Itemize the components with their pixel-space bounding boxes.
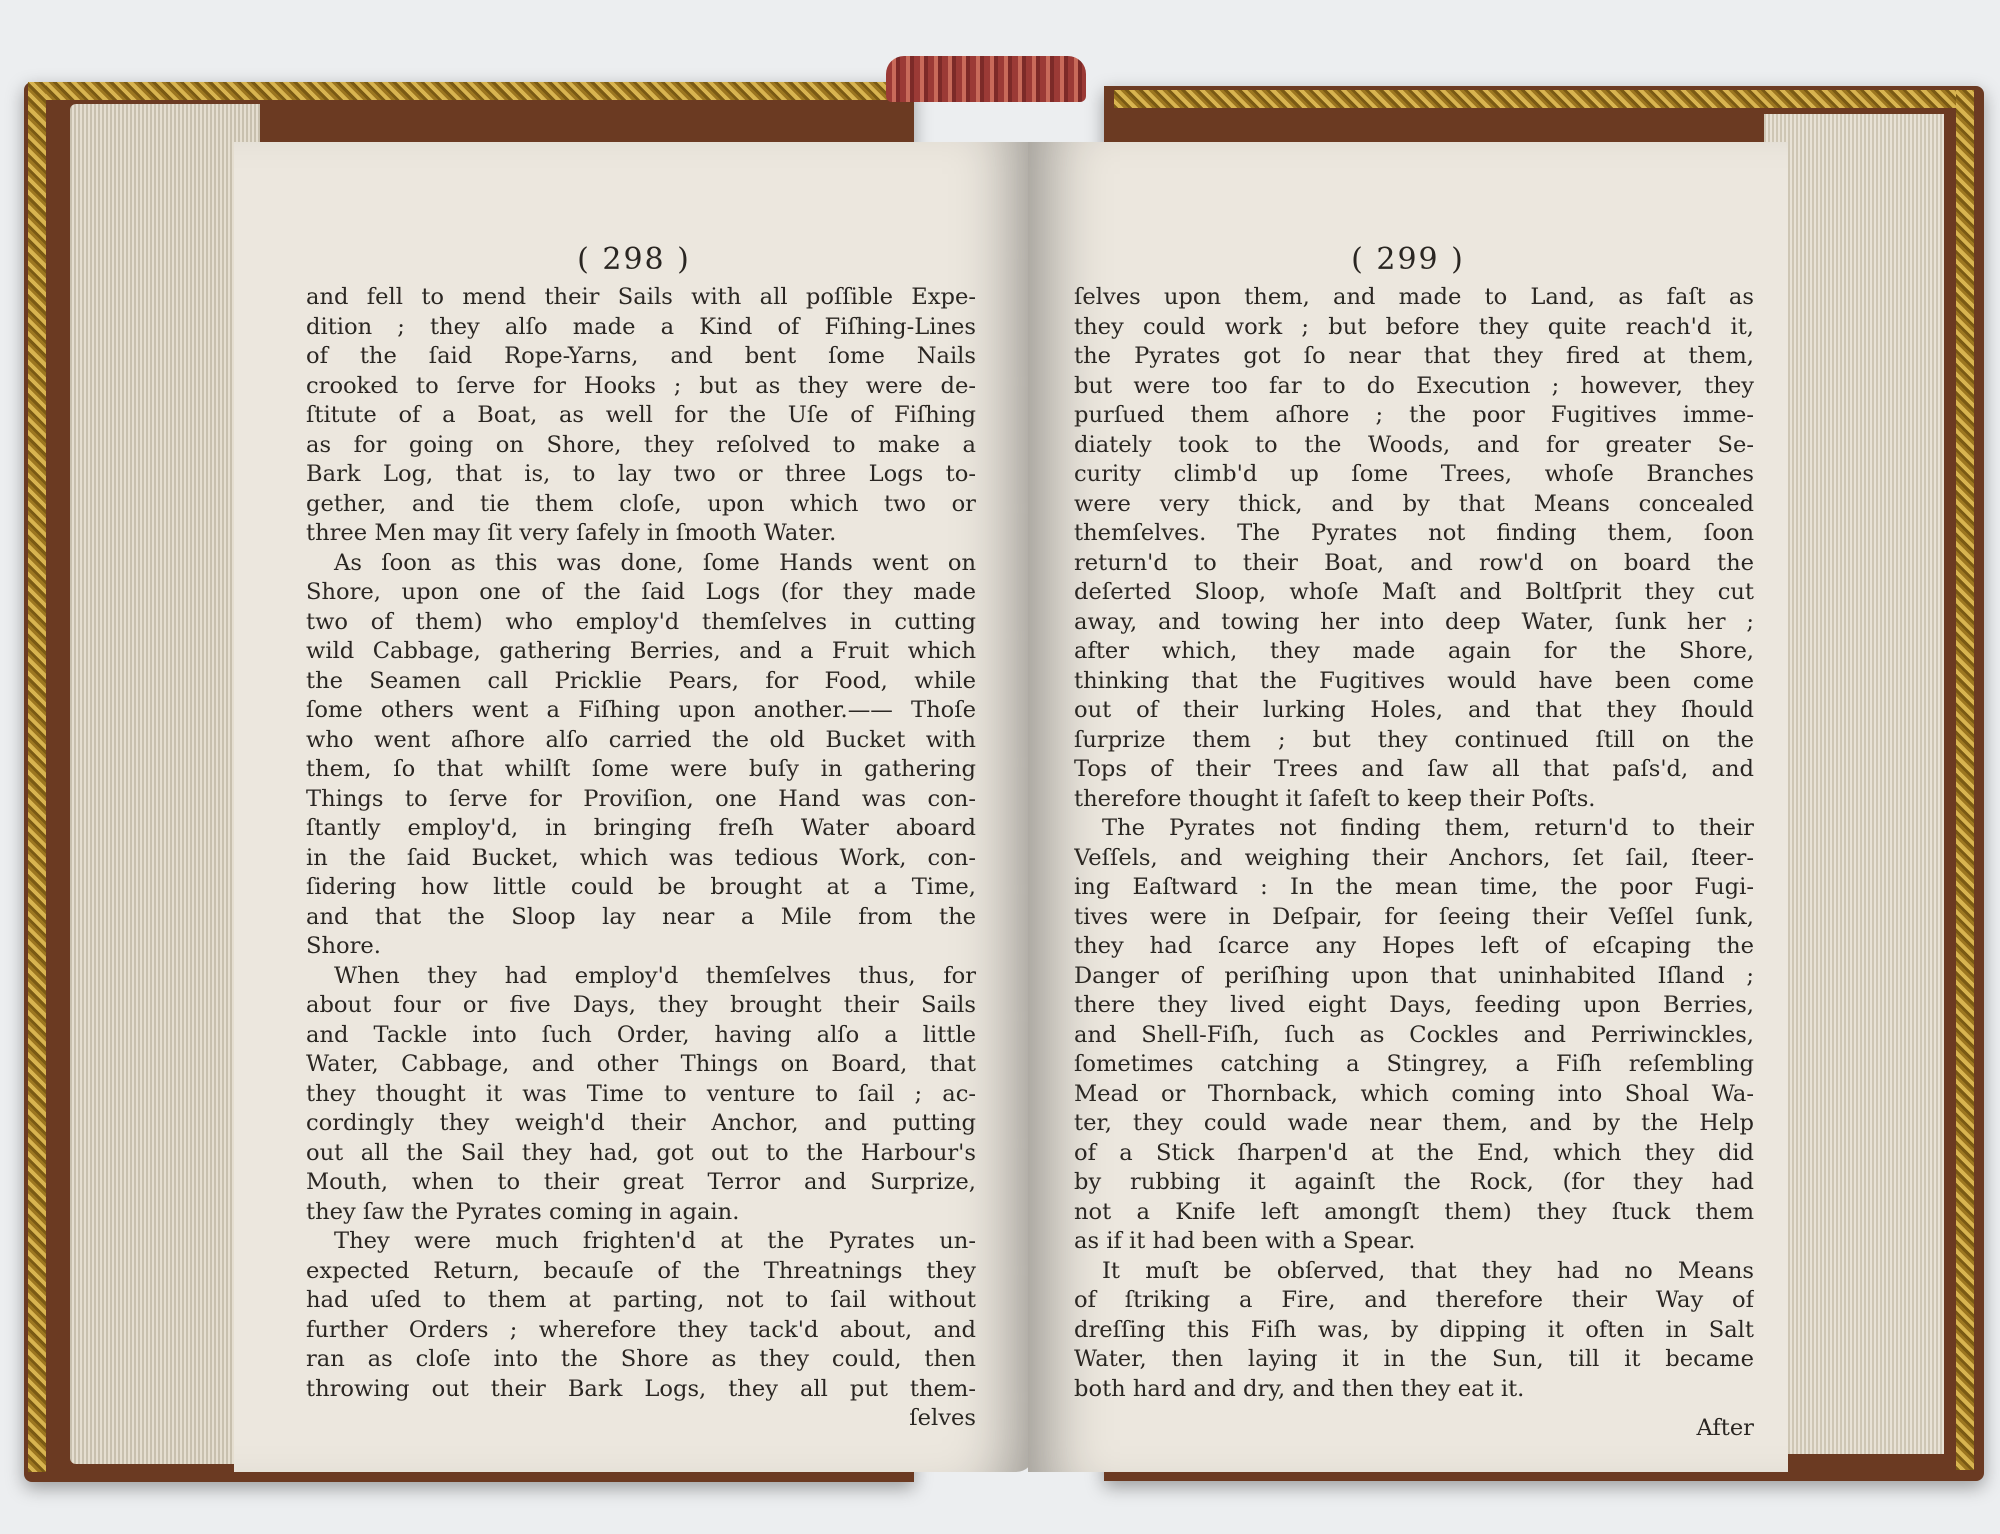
text-line: tives were in Deſpair, for ſeeing their Veſſel ſunk,	[1074, 903, 1754, 930]
text-line: Shore, upon one of the ſaid Logs (for they made	[306, 579, 976, 605]
text-line: Mead or Thornback, which coming into Shoal Wa-	[1074, 1080, 1754, 1107]
text-line: ſtantly employ'd, in bringing freſh Water aboard	[306, 815, 976, 841]
text-line: expected Return, becauſe of the Threatnings they	[306, 1257, 976, 1284]
catchword-left: ſelves	[909, 1405, 976, 1431]
gilt-border-top-right	[1114, 90, 1974, 108]
text-line: and Tackle into ſuch Order, having alſo a little	[306, 1021, 976, 1048]
text-line: ſelves upon them, and made to Land, as faſt as	[1074, 284, 1754, 310]
text-line: after which, they made again for the Shore,	[1074, 638, 1754, 664]
text-line: Water, Cabbage, and other Things on Board, that	[306, 1051, 976, 1077]
right-page-text	[1028, 283, 1788, 1404]
left-page-edges	[70, 104, 260, 1464]
text-line: Things to ſerve for Proviſion, one Hand was con-	[306, 785, 976, 812]
text-line: the Pyrates got ſo near that they fired at them,	[1074, 343, 1754, 369]
text-line: Bark Log, that is, to lay two or three Logs to-	[306, 461, 976, 487]
text-line: further Orders ; wherefore they tack'd about, and	[306, 1316, 976, 1343]
text-line: two of them) who employ'd themſelves in cutting	[306, 608, 976, 635]
text-line: thinking that the Fugitives would have been come	[1074, 667, 1754, 694]
text-line: ſome others went a Fiſhing upon another.—— Thoſe	[306, 697, 976, 723]
text-line: dition ; they alſo made a Kind of Fiſhing-Lines	[306, 313, 976, 340]
text-line: Danger of periſhing upon that uninhabited Iſland ;	[1074, 962, 1754, 989]
text-line: gether, and tie them cloſe, upon which two or	[306, 490, 976, 517]
page-number-right: ( 299 )	[1351, 242, 1465, 277]
text-line: who went aſhore alſo carried the old Bucket with	[306, 726, 976, 753]
text-line: they ſaw the Pyrates coming in again.	[306, 1198, 740, 1225]
text-line: Shore.	[306, 933, 381, 959]
text-line: three Men may ſit very ſafely in ſmooth Water.	[306, 520, 837, 546]
text-line: of a Stick ſharpen'd at the End, which they did	[1074, 1139, 1754, 1166]
text-line: dreſſing this Fiſh was, by dipping it often in Salt	[1074, 1316, 1754, 1343]
text-line: both hard and dry, and then they eat it.	[1074, 1375, 1525, 1402]
text-line: cordingly they weigh'd their Anchor, and putting	[306, 1110, 976, 1136]
text-line: away, and towing her into deep Water, ſunk her ;	[1074, 608, 1754, 635]
text-line: there they lived eight Days, feeding upon Berries,	[1074, 992, 1754, 1018]
gilt-border-left	[28, 82, 46, 1472]
text-line: and that the Sloop lay near a Mile from the	[306, 903, 976, 930]
text-line: as if it had been with a Spear.	[1074, 1228, 1416, 1254]
text-line: out all the Sail they had, got out to the Harbour's	[306, 1139, 976, 1166]
text-line: but were too far to do Execution ; however, they	[1074, 372, 1754, 399]
text-line: they thought it was Time to venture to ſail ; ac-	[306, 1080, 976, 1107]
text-line: crooked to ſerve for Hooks ; but as they were de-	[306, 372, 976, 399]
catchword-right: After	[1696, 1415, 1754, 1441]
text-line: diately took to the Woods, and for greater Se-	[1074, 431, 1754, 458]
open-book	[24, 56, 1948, 1486]
text-line: of ſtriking a Fire, and therefore their Way of	[1074, 1287, 1754, 1313]
text-line: of the ſaid Rope-Yarns, and bent ſome Nails	[306, 343, 976, 369]
text-line: purſued them aſhore ; the poor Fugitives imme-	[1074, 402, 1754, 428]
text-line: return'd to their Boat, and row'd on board the	[1074, 549, 1754, 576]
text-line: They were much frighten'd at the Pyrates un-	[334, 1228, 976, 1254]
text-line: them, ſo that whilſt ſome were buſy in gathering	[306, 756, 976, 782]
text-line: by rubbing it againſt the Rock, (for they had	[1074, 1169, 1754, 1195]
text-line: Tops of their Trees and ſaw all that paſs'd, and	[1074, 756, 1754, 782]
page-number-left: ( 298 )	[577, 242, 691, 277]
text-line: ing Eaſtward : In the mean time, the poor Fugi-	[1074, 874, 1754, 900]
text-line: Mouth, when to their great Terror and Surprize,	[306, 1169, 976, 1195]
right-page-edges	[1764, 114, 1944, 1454]
text-line: not a Knife left amongſt them) they ſtuck them	[1074, 1198, 1754, 1225]
text-line: throwing out their Bark Logs, they all put them-	[306, 1375, 976, 1402]
text-line: ſtitute of a Boat, as well for the Uſe of Fiſhing	[306, 402, 976, 428]
text-line: curity climb'd up ſome Trees, whoſe Branches	[1074, 461, 1754, 487]
text-line: out of their lurking Holes, and that they ſhould	[1074, 697, 1754, 723]
text-line: ſurprize them ; but they continued ſtill on the	[1074, 726, 1754, 753]
headband	[886, 56, 1086, 102]
text-line: themſelves. The Pyrates not finding them, ſoon	[1074, 520, 1754, 546]
text-line: had uſed to them at parting, not to ſail without	[306, 1287, 976, 1313]
text-line: Veſſels, and weighing their Anchors, ſet ſail, ſteer-	[1074, 844, 1754, 871]
text-line: they could work ; but before they quite reach'd it,	[1074, 313, 1754, 340]
text-line: they had ſcarce any Hopes left of eſcaping the	[1074, 933, 1754, 959]
text-line: ter, they could wade near them, and by the Help	[1074, 1110, 1754, 1136]
text-line: As ſoon as this was done, ſome Hands went on	[334, 549, 976, 576]
text-line: deſerted Sloop, whoſe Maſt and Boltſprit they cut	[1074, 579, 1754, 605]
text-line: were very thick, and by that Means concealed	[1074, 490, 1754, 517]
text-line: and fell to mend their Sails with all poſſible Expe-	[306, 284, 976, 310]
text-line: therefore thought it ſafeſt to keep their Poſts.	[1074, 785, 1596, 812]
text-line: ſidering how little could be brought at a Time,	[306, 874, 976, 900]
gilt-border-top-left	[28, 82, 908, 100]
text-line: Water, then laying it in the Sun, till it became	[1074, 1346, 1754, 1372]
text-line: wild Cabbage, gathering Berries, and a Fruit which	[306, 638, 976, 664]
text-line: The Pyrates not finding them, return'd to their	[1102, 815, 1754, 841]
text-line: as for going on Shore, they reſolved to make a	[306, 431, 976, 458]
left-page	[234, 142, 1034, 1472]
text-line: ran as cloſe into the Shore as they could, then	[306, 1346, 976, 1372]
text-line: ſometimes catching a Stingrey, a Fiſh reſembling	[1074, 1051, 1754, 1077]
text-line: in the ſaid Bucket, which was tedious Work, con-	[306, 844, 976, 871]
right-page	[1028, 142, 1788, 1472]
text-line: and Shell-Fiſh, ſuch as Cockles and Perriwinckles,	[1074, 1021, 1754, 1048]
gilt-border-right	[1956, 90, 1974, 1470]
text-line: When they had employ'd themſelves thus, for	[334, 962, 976, 989]
text-line: about four or five Days, they brought their Sails	[306, 992, 976, 1018]
text-line: It muſt be obſerved, that they had no Means	[1102, 1257, 1754, 1284]
left-page-text	[234, 283, 1034, 1404]
text-line: the Seamen call Pricklie Pears, for Food, while	[306, 667, 976, 694]
